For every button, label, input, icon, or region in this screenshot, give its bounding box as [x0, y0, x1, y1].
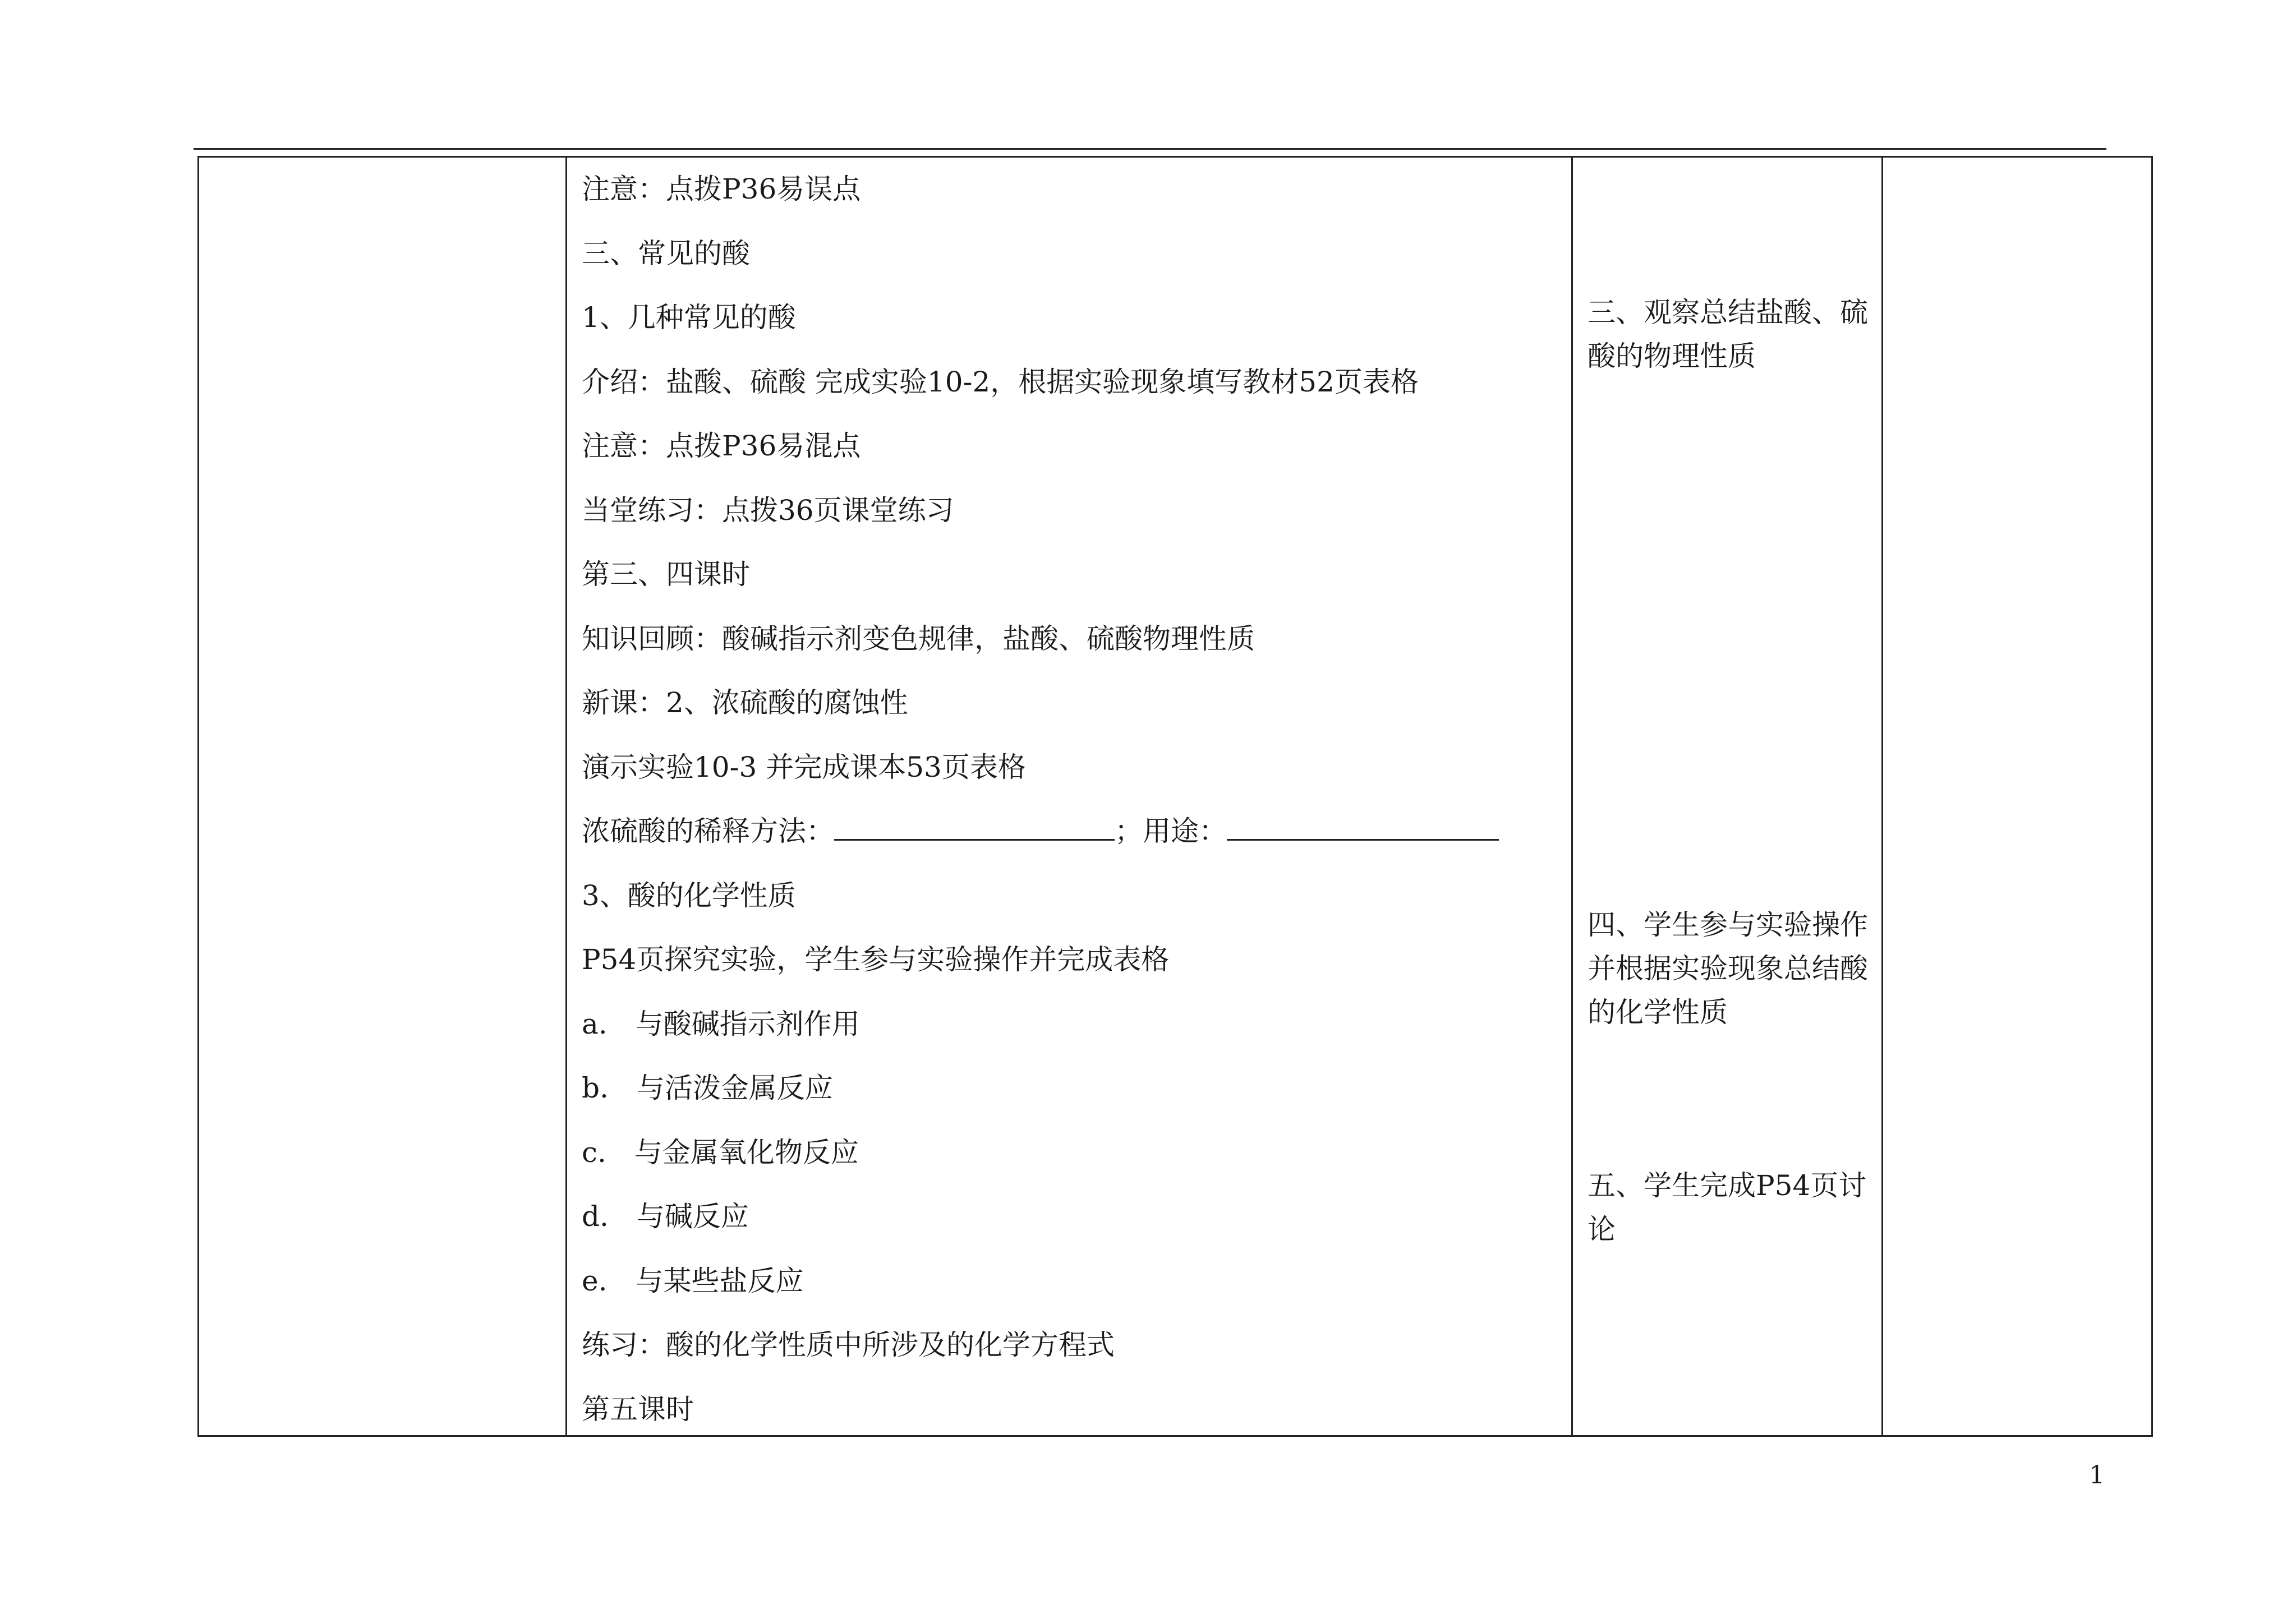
lesson-line: P54页探究实验，学生参与实验操作并完成表格 [582, 943, 1170, 976]
lesson-line: 第五课时 [582, 1393, 694, 1426]
lesson-line: a. 与酸碱指示剂作用 [582, 1007, 860, 1040]
header-rule [194, 148, 2106, 150]
lesson-line: 介绍：盐酸、硫酸 完成实验10-2，根据实验现象填写教材52页表格 [582, 365, 1419, 398]
student-activity-note: 四、学生参与实验操作并根据实验现象总结酸的化学性质 [1588, 909, 1868, 1029]
lesson-line: 注意：点拨P36易误点 [582, 173, 861, 205]
student-activity-note: 三、观察总结盐酸、硫酸的物理性质 [1588, 296, 1868, 372]
column-divider-1 [565, 156, 567, 1437]
lesson-line: 新课：2、浓硫酸的腐蚀性 [582, 686, 908, 719]
lesson-line: 三、常见的酸 [582, 237, 750, 270]
lesson-line: 注意：点拨P36易混点 [582, 430, 861, 462]
usage-blank [1227, 812, 1499, 841]
lesson-line: 练习：酸的化学性质中所涉及的化学方程式 [582, 1329, 1115, 1361]
lesson-line: 当堂练习：点拨36页课堂练习 [582, 494, 954, 527]
usage-label: ；用途： [1115, 815, 1227, 847]
lesson-line: b. 与活泼金属反应 [582, 1072, 833, 1104]
lesson-line: 3、酸的化学性质 [582, 879, 796, 912]
dilution-label: 浓硫酸的稀释方法： [582, 815, 834, 847]
lesson-line: 第三、四课时 [582, 558, 750, 591]
lesson-line: d. 与碱反应 [582, 1200, 749, 1233]
lesson-line: 1、几种常见的酸 [582, 301, 796, 334]
student-activity-note: 五、学生完成P54页讨论 [1588, 1169, 1867, 1246]
column-divider-2 [1571, 156, 1573, 1437]
lesson-line: 知识回顾：酸碱指示剂变色规律，盐酸、硫酸物理性质 [582, 622, 1255, 655]
page-number: 1 [2089, 1461, 2105, 1490]
dilution-method-blank [834, 812, 1115, 841]
dilution-line [582, 812, 1569, 877]
teaching-process-cell [582, 170, 1569, 1454]
lesson-line: 演示实验10-3 并完成课本53页表格 [582, 750, 1026, 783]
lesson-line: e. 与某些盐反应 [582, 1264, 804, 1297]
lesson-line: c. 与金属氧化物反应 [582, 1136, 859, 1169]
